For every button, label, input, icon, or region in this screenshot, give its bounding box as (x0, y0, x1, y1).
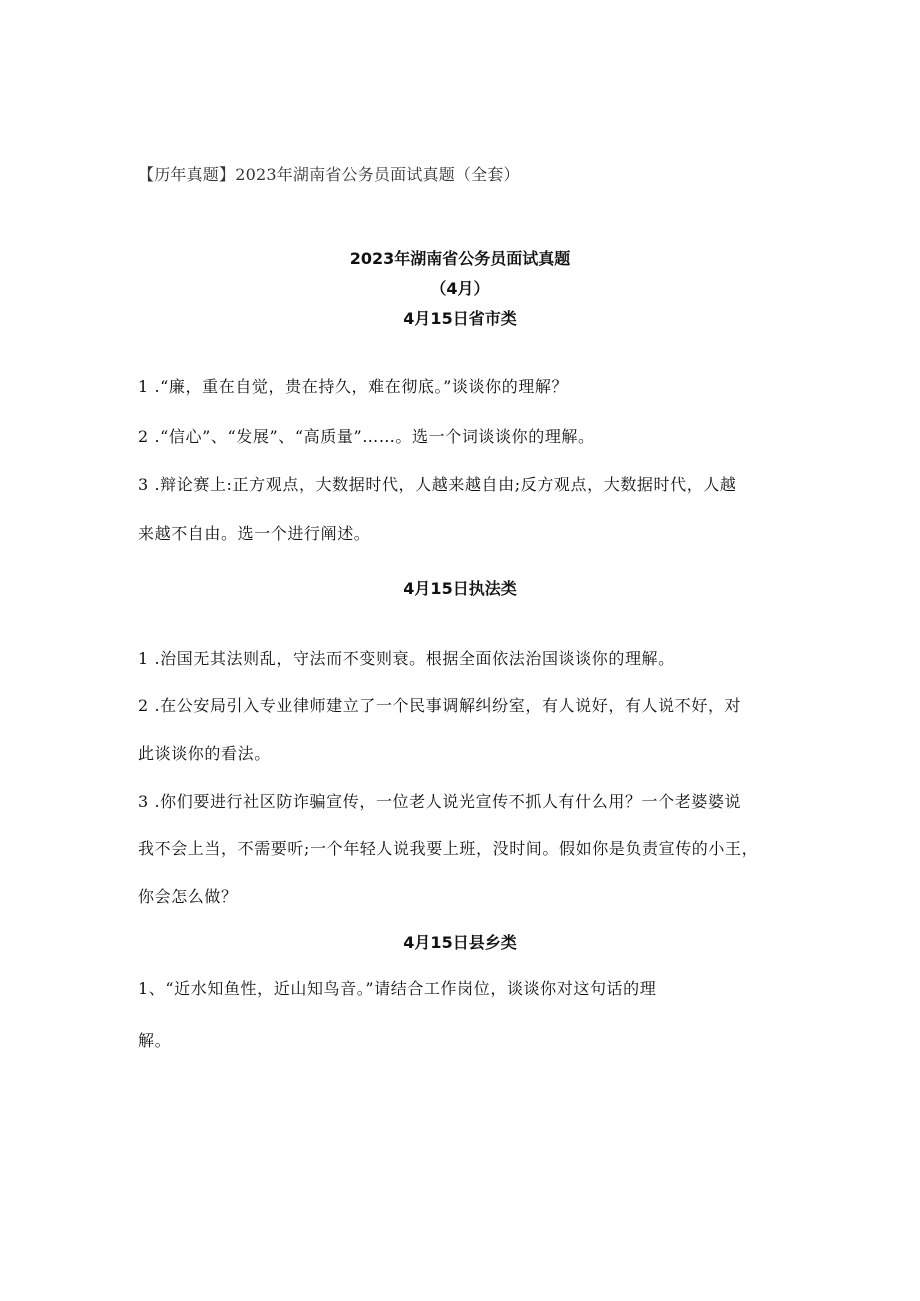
question-line: 3 .你们要进行社区防诈骗宣传，一位老人说光宣传不抓人有什么用？一个老婆婆说 (138, 792, 742, 811)
section-heading-enforcement: 4月15日执法类 (403, 579, 517, 598)
question-line: 来越不自由。选一个进行阐述。 (138, 524, 371, 543)
month-subtitle: （4月） (430, 279, 490, 298)
main-title: 2023年湖南省公务员面试真题 (349, 249, 571, 268)
question-line: 你会怎么做？ (138, 887, 238, 906)
question-line: 1 .治国无其法则乱，守法而不变则衰。根据全面依法治国谈谈你的理解。 (138, 649, 675, 668)
question-line: 我不会上当，不需要听;一个年轻人说我要上班，没时间。假如你是负责宣传的小王， (138, 839, 759, 858)
question-line: 1、“近水知鱼性，近山知鸟音。”请结合工作岗位，谈谈你对这句话的理 (138, 979, 657, 998)
question-line: 解。 (138, 1031, 172, 1050)
question-line: 2 .“信心”、“发展”、“高质量”……。选一个词谈谈你的理解。 (138, 427, 595, 446)
question-line: 3 .辩论赛上:正方观点，大数据时代，人越来越自由;反方观点，大数据时代，人越 (138, 475, 737, 494)
document-header-title: 【历年真题】2023年湖南省公务员面试真题（全套） (138, 165, 520, 184)
question-line: 此谈谈你的看法。 (138, 744, 271, 763)
question-line: 1 .“廉，重在自觉，贵在持久，难在彻底。”谈谈你的理解？ (138, 377, 569, 396)
question-line: 2 .在公安局引入专业律师建立了一个民事调解纠纷室，有人说好，有人说不好，对 (138, 696, 742, 715)
section-heading-county: 4月15日县乡类 (403, 933, 517, 952)
section-heading-provincial: 4月15日省市类 (403, 309, 517, 328)
